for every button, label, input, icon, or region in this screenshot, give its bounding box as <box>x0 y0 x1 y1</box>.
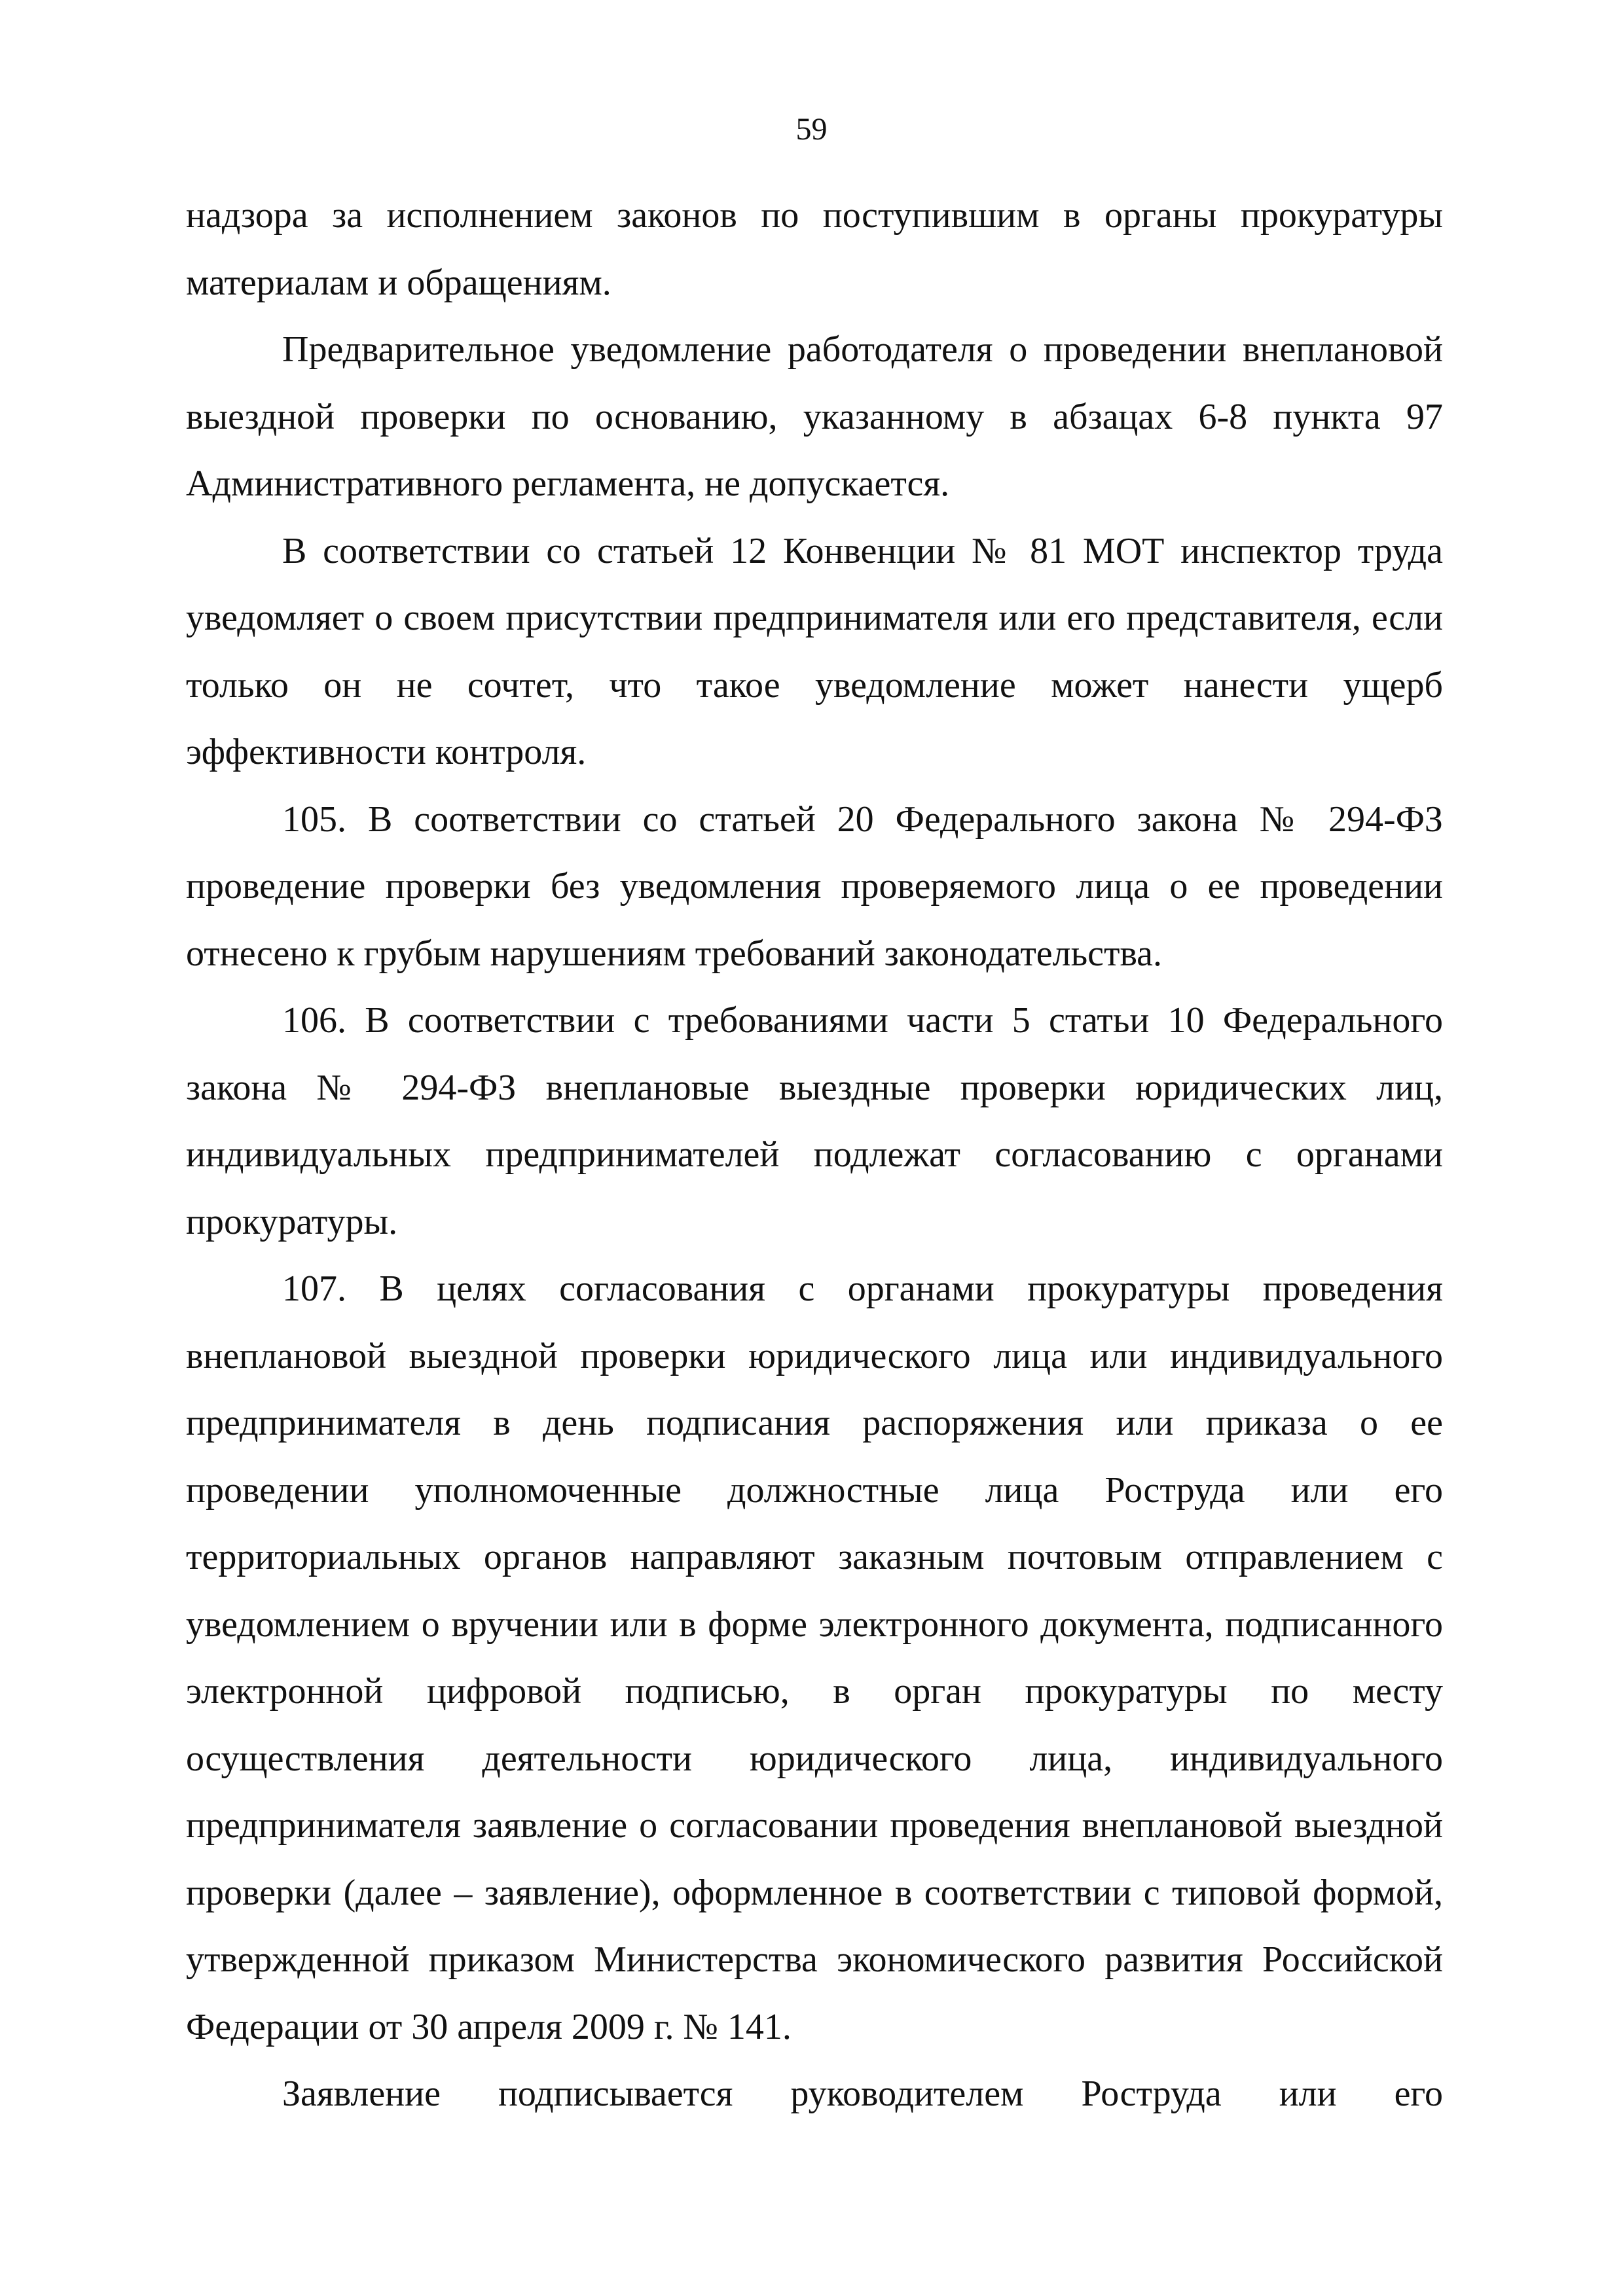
paragraph-105: 105. В соответствии со статьей 20 Федерального закона № 294-ФЗ проведение проверки без уведомления проверяемого лица о ее проведении отнесено к грубым нарушениям требований законодательства. <box>186 798 1443 974</box>
paragraph-application-signing: Заявление подписывается руководителем Роструда или его <box>282 2073 1443 2114</box>
paragraph-106: 106. В соответствии с требованиями части 5 статьи 10 Федерального закона № 294-ФЗ внеплановые выездные проверки юридических лиц, индивидуальных предпринимателей подлежат согласованию с органами прокуратуры. <box>186 1000 1443 1242</box>
paragraph-ilo-convention: В соответствии со статьей 12 Конвенции № 81 МОТ инспектор труда уведомляет о своем присутствии предпринимателя или его представителя, если только он не сочтет, что такое уведомление может нанести ущерб эффективности контроля. <box>186 530 1443 772</box>
page-number: 59 <box>795 112 828 147</box>
document-body <box>186 182 1443 2128</box>
paragraph-prior-notice: Предварительное уведомление работодателя о проведении внеплановой выездной проверки по основанию, указанному в абзацах 6-8 пункта 97 Административного регламента, не допускается. <box>186 329 1443 504</box>
paragraph-continuation: надзора за исполнением законов по поступившим в органы прокуратуры материалам и обращениям. <box>186 195 1443 303</box>
paragraph-107: 107. В целях согласования с органами прокуратуры проведения внеплановой выездной проверки юридического лица или индивидуального предпринимателя в день подписания распоряжения или приказа о ее проведении уполномоченные должностные лица Роструда или его территориальных органов направляют заказным почтовым отправлением с уведомлением о вручении или в форме электронного документа, подписанного электронной цифровой подписью, в орган прокуратуры по месту осуществления деятельности юридического лица, индивидуального предпринимателя заявление о согласовании проведения внеплановой выездной проверки (далее – заявление), оформленное в соответствии с типовой формой, утвержденной приказом Министерства экономического развития Российской Федерации от 30 апреля 2009 г. № 141. <box>186 1268 1443 2047</box>
